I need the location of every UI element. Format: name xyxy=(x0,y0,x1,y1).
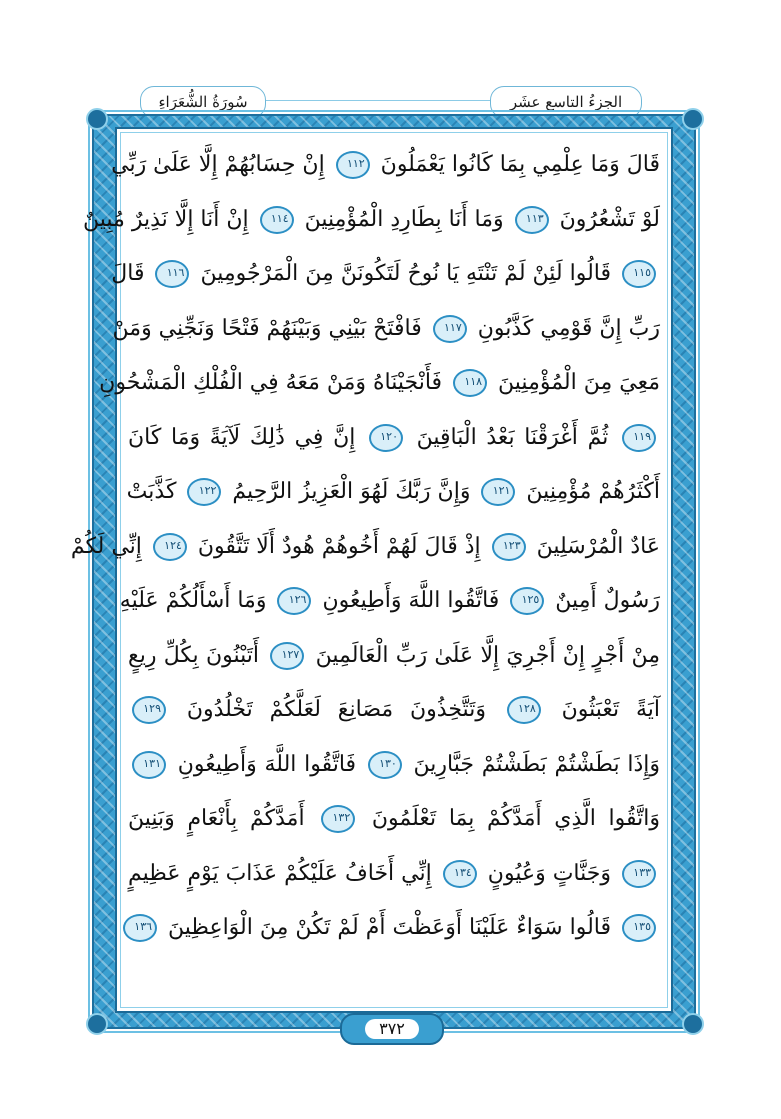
verse-segment: إِنِّي أَخَافُ عَلَيْكُمْ عَذَابَ يَوْمٍ عَظِيمٍ xyxy=(128,860,439,886)
ayah-number-marker: ١١٦ xyxy=(155,260,189,288)
verse-segment: وَجَنَّاتٍ وَعُيُونٍ xyxy=(480,860,619,886)
verse-segment: أَمَدَّكُمْ بِأَنْعَامٍ وَبَنِينَ xyxy=(128,806,318,831)
verse-segment: وَاتَّقُوا الَّذِي أَمَدَّكُمْ بِمَا تَعْلَمُونَ xyxy=(359,806,660,831)
ayah-number-marker: ١٢٢ xyxy=(187,478,221,506)
verse-segment: قَالُوا لَئِنْ لَمْ تَنْتَهِ يَا نُوحُ لَتَكُونَنَّ مِنَ الْمَرْجُومِينَ xyxy=(193,261,618,286)
ayah-number-marker: ١٢١ xyxy=(481,478,515,506)
text-line xyxy=(128,629,660,684)
verse-segment: رَبِّ إِنَّ قَوْمِي كَذَّبُونِ xyxy=(470,315,660,341)
ayah-number-marker: ١١٤ xyxy=(260,206,294,234)
verse-segment: مَعِيَ مِنَ الْمُؤْمِنِينَ xyxy=(491,370,660,395)
ayah-number-marker: ١٢٣ xyxy=(492,533,526,561)
ayah-number-marker: ١٢٨ xyxy=(507,696,541,724)
ayah-number-marker: ١٣٣ xyxy=(622,860,656,888)
verse-segment: عَادٌ الْمُرْسَلِينَ xyxy=(529,533,660,559)
page-number: ٣٧٢ xyxy=(365,1019,419,1039)
verse-segment: قَالُوا سَوَاءٌ عَلَيْنَا أَوَعَظْتَ أَمْ لَمْ تَكُنْ مِنَ الْوَاعِظِينَ xyxy=(161,915,618,940)
ayah-number-marker: ١٢٥ xyxy=(510,587,544,615)
text-line xyxy=(83,193,660,248)
ayah-number-marker: ١١٥ xyxy=(622,260,656,288)
verse-segment: إِنِّي لَكُمْ xyxy=(70,533,149,559)
ayah-number-marker: ١٣٦ xyxy=(123,914,157,942)
verse-segment: وَإِذَا بَطَشْتُمْ بَطَشْتُمْ جَبَّارِينَ xyxy=(405,751,660,777)
verse-segment: مِنْ أَجْرٍ إِنْ أَجْرِيَ إِلَّا عَلَىٰ رَبِّ الْعَالَمِينَ xyxy=(308,642,660,668)
text-line xyxy=(128,738,660,793)
text-line xyxy=(128,465,660,520)
ayah-number-marker: ١١٩ xyxy=(622,424,656,452)
corner-ornament xyxy=(682,108,704,130)
verse-segment: لَوْ تَشْعُرُونَ xyxy=(552,206,660,232)
ayah-number-marker: ١١٧ xyxy=(433,315,467,343)
text-line xyxy=(128,683,660,738)
text-line xyxy=(70,520,660,575)
text-line xyxy=(128,901,660,956)
surah-label: سُورَةُ الشُّعَرَاءِ xyxy=(140,86,266,118)
verse-segment: وَمَا أَنَا بِطَارِدِ الْمُؤْمِنِينَ xyxy=(297,206,511,232)
corner-ornament xyxy=(682,1013,704,1035)
ayah-number-marker: ١٢٧ xyxy=(270,642,304,670)
verse-segment: ثُمَّ أَغْرَقْنَا بَعْدُ الْبَاقِينَ xyxy=(407,424,618,450)
verse-segment: إِنْ حِسَابُهُمْ إِلَّا عَلَىٰ رَبِّي xyxy=(111,152,332,177)
verse-segment: فَأَنْجَيْنَاهُ وَمَنْ مَعَهُ فِي الْفُلْكِ الْمَشْحُونِ xyxy=(99,370,450,395)
verse-segment: قَالَ xyxy=(111,261,152,286)
verse-segment: إِنْ أَنَا إِلَّا نَذِيرٌ مُبِينٌ xyxy=(83,206,256,232)
verse-segment: إِذْ قَالَ لَهُمْ أَخُوهُمْ هُودٌ أَلَا تَتَّقُونَ xyxy=(190,533,488,559)
text-line xyxy=(99,356,660,411)
verse-segment: أَتَبْنُونَ بِكُلِّ رِيعٍ xyxy=(128,642,267,668)
ayah-number-marker: ١٣١ xyxy=(132,751,166,779)
ayah-number-marker: ١٣٥ xyxy=(622,914,656,942)
ayah-number-marker: ١٣٠ xyxy=(368,751,402,779)
verse-segment: وَإِنَّ رَبَّكَ لَهُوَ الْعَزِيزُ الرَّحِيمُ xyxy=(225,479,478,504)
text-line xyxy=(119,574,660,629)
ayah-number-marker: ١١٨ xyxy=(453,369,487,397)
text-line xyxy=(128,847,660,902)
verse-segment: فَاتَّقُوا اللَّهَ وَأَطِيعُونِ xyxy=(170,751,364,777)
verse-segment: كَذَّبَتْ xyxy=(126,479,184,504)
page-number-badge xyxy=(340,1013,444,1045)
juz-label: الجزءُ التاسع عشَر xyxy=(490,86,642,118)
verse-segment: آيَةً تَعْبَثُونَ xyxy=(544,697,660,722)
verse-segment: وَتَتَّخِذُونَ مَصَانِعَ لَعَلَّكُمْ تَخْلُدُونَ xyxy=(170,697,503,722)
text-line xyxy=(112,302,660,357)
verse-segment: قَالَ وَمَا عِلْمِي بِمَا كَانُوا يَعْمَلُونَ xyxy=(373,152,660,177)
verse-segment: وَمَا أَسْأَلُكُمْ عَلَيْهِ xyxy=(119,588,274,613)
header-divider xyxy=(264,100,490,101)
ayah-number-marker: ١٢٩ xyxy=(132,696,166,724)
corner-ornament xyxy=(86,1013,108,1035)
verse-segment: أَكْثَرُهُمْ مُؤْمِنِينَ xyxy=(519,479,660,504)
verse-text xyxy=(70,138,660,956)
verse-segment: رَسُولٌ أَمِينٌ xyxy=(548,588,660,613)
ayah-number-marker: ١١٢ xyxy=(336,151,370,179)
text-line xyxy=(128,792,660,847)
verse-segment: إِنَّ فِي ذَٰلِكَ لَآيَةً وَمَا كَانَ xyxy=(128,424,365,450)
verse-segment: فَاتَّقُوا اللَّهَ وَأَطِيعُونِ xyxy=(315,588,507,613)
verse-segment: فَافْتَحْ بَيْنِي وَبَيْنَهُمْ فَتْحًا وَنَجِّنِي وَمَنْ xyxy=(112,315,429,341)
ayah-number-marker: ١٢٦ xyxy=(277,587,311,615)
ayah-number-marker: ١١٣ xyxy=(515,206,549,234)
text-line xyxy=(111,138,660,193)
text-line xyxy=(128,411,660,466)
corner-ornament xyxy=(86,108,108,130)
ayah-number-marker: ١٢٤ xyxy=(153,533,187,561)
ayah-number-marker: ١٣٢ xyxy=(321,805,355,833)
ayah-number-marker: ١٢٠ xyxy=(369,424,403,452)
text-line xyxy=(111,247,660,302)
ayah-number-marker: ١٣٤ xyxy=(443,860,477,888)
